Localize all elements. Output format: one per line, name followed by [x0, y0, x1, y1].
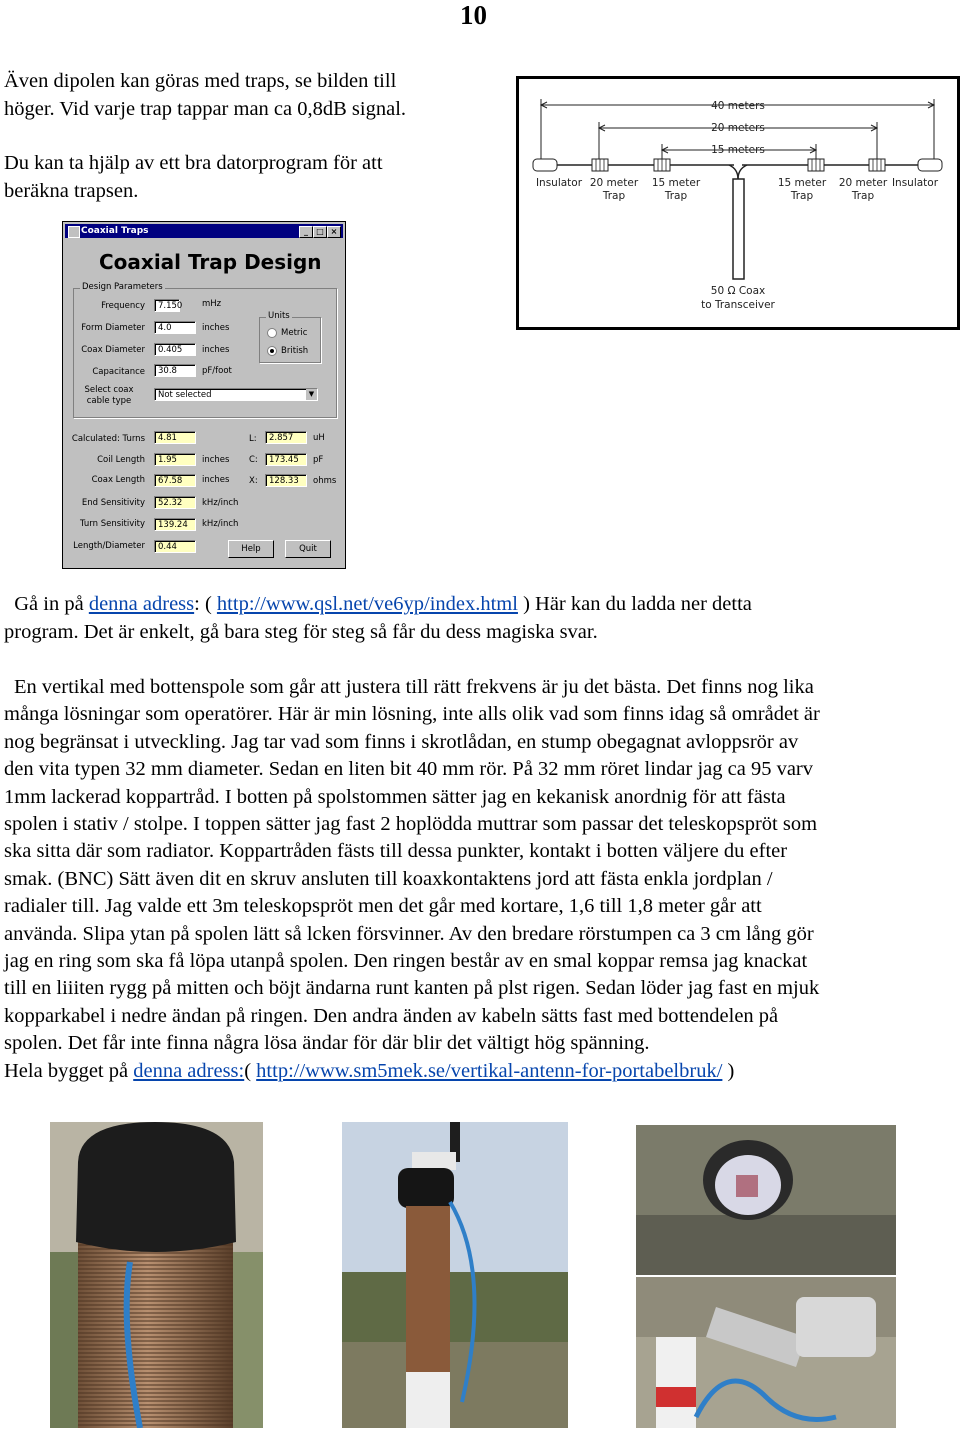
coil-closeup-svg — [50, 1122, 263, 1428]
coil-length-label: Coil Length — [97, 455, 145, 465]
link-sm5mek-url[interactable]: http://www.sm5mek.se/vertikal-antenn-for-portabelbruk/ — [256, 1059, 723, 1082]
dim-label-15: 15 meters — [711, 144, 765, 156]
capacitance-label: Capacitance — [92, 367, 145, 377]
vertical-line-6: spolen i stativ / stolpe. I toppen sätter jag fast 2 hoplödda muttrar som passar det teleskopspröt som — [4, 813, 818, 836]
window-titlebar — [65, 224, 343, 238]
select-coax-label-1: Select coax — [84, 385, 134, 395]
intro-line-2: höger. Vid varje trap tappar man ca 0,8dB signal. — [4, 97, 407, 120]
vertical-line-13: kopparkabel i nedre ändan på ringen. Den andra änden av kabeln sätts fast med bottendelen på — [4, 1004, 779, 1027]
trap-15-left-label: 15 meter — [651, 177, 701, 189]
coil-closeup-photo — [50, 1122, 263, 1428]
coax-length-output: 67.58 — [154, 474, 196, 487]
C-label: C: — [249, 455, 258, 465]
program-line-2: program. Det är enkelt, gå bara steg för steg så får du dess magiska svar. — [4, 620, 598, 643]
vertical-line-1: En vertikal med bottenspole som går att justera till rätt frekvens är ju det bästa. Det finns nog lika — [14, 676, 814, 698]
end-sensitivity-output: 52.32 — [154, 496, 196, 509]
X-label: X: — [249, 476, 258, 486]
link-denna-adress-2[interactable]: denna adress: — [133, 1059, 245, 1082]
trap-15-right-label: 15 meter — [777, 177, 827, 189]
trap-20-left-word: Trap — [602, 190, 626, 202]
units-label: Units — [268, 311, 290, 321]
turns-output: 4.81 — [154, 431, 196, 444]
app-heading: Coaxial Trap Design — [99, 250, 322, 274]
link-denna-adress[interactable]: denna adress — [88, 593, 195, 615]
calculated-turns-label: Calculated: Turns — [71, 434, 145, 444]
insulator-left-label: Insulator — [535, 177, 583, 189]
insulator-right-label: Insulator — [891, 177, 939, 189]
coax-diameter-label: Coax Diameter — [81, 345, 145, 355]
coil-length-output: 1.95 — [154, 453, 196, 466]
text-hela-bygget: Hela bygget på — [4, 1059, 134, 1082]
coax-diameter-input[interactable]: 0.405 — [154, 343, 196, 356]
L-output: 2.857 — [265, 431, 307, 444]
form-diameter-unit: inches — [202, 323, 230, 333]
coax-label-1: 50 Ω Coax — [710, 285, 766, 297]
antenna-coil-photo — [342, 1122, 568, 1428]
paragraph-program — [4, 591, 944, 646]
window-title: Coaxial Traps — [81, 226, 149, 236]
dim-label-20: 20 meters — [711, 122, 765, 134]
trap-15-right-word: Trap — [790, 190, 814, 202]
turn-sensitivity-unit: kHz/inch — [202, 519, 239, 529]
trap-20-right-word: Trap — [851, 190, 875, 202]
end-sensitivity-unit: kHz/inch — [202, 498, 239, 508]
text-paren-open-2: ( — [244, 1059, 257, 1082]
design-parameters-label: Design Parameters — [82, 282, 163, 292]
coil-length-unit: inches — [202, 455, 230, 465]
vertical-line-4: den vita typen 32 mm diameter. Sedan en liten bit 40 mm rör. På 32 mm röret lindar jag ca 95 varv — [4, 758, 813, 781]
british-label: British — [281, 346, 309, 356]
page-number: 10 — [460, 0, 487, 30]
insulator-right-shape — [918, 159, 942, 171]
coax-type-select[interactable] — [154, 388, 318, 401]
text-paren-open: : ( — [194, 593, 217, 615]
intro-line-4: beräkna trapsen. — [4, 179, 139, 202]
L-label: L: — [249, 434, 257, 444]
paragraph-vertical — [4, 674, 956, 1085]
trap-15-left-word: Trap — [664, 190, 688, 202]
length-diameter-label: Length/Diameter — [73, 541, 145, 551]
text-download: ) Här kan du ladda ner detta — [517, 593, 752, 615]
coax-diameter-unit: inches — [202, 345, 230, 355]
bnc-connector-photo — [636, 1277, 896, 1428]
C-unit: pF — [313, 455, 324, 465]
close-icon[interactable]: × — [327, 226, 341, 238]
ring-photo — [636, 1125, 896, 1275]
dim-label-40: 40 meters — [711, 100, 765, 112]
vertical-line-12: till en liiiten rygg på mitten och böjt ändarna runt kanten på plst rigen. Sedan löder jag fast en mjuk — [4, 977, 820, 1000]
capacitance-input[interactable]: 30.8 — [154, 364, 196, 377]
coax-type-value: Not selected — [158, 390, 212, 400]
metric-label: Metric — [281, 328, 308, 338]
select-coax-label-2: cable type — [86, 396, 132, 406]
frequency-label: Frequency — [101, 301, 145, 311]
link-qsl-url[interactable]: http://www.qsl.net/ve6yp/index.html — [216, 593, 518, 615]
turn-sensitivity-output: 139.24 — [154, 518, 196, 531]
turn-sensitivity-label: Turn Sensitivity — [80, 519, 145, 529]
coax-length-unit: inches — [202, 475, 230, 485]
quit-button[interactable]: Quit — [285, 540, 331, 558]
form-diameter-input[interactable]: 4.0 — [154, 321, 196, 334]
intro-text — [4, 68, 406, 205]
form-diameter-label: Form Diameter — [81, 323, 145, 333]
vertical-line-11: jag en ring som ska få löpa utanpå spolen. Den ringen består av en smal koppar remsa jag knackat — [4, 950, 808, 973]
vertical-line-2: många lösningar som operatörer. Här är min lösning, inte alls olik vad som finns idag så området är — [4, 703, 820, 726]
program-line-1 — [4, 591, 944, 619]
vertical-line-7: ska sitta där som radiator. Koppartråden fästs till dessa punkter, kontakt i botten väljere du efter — [4, 840, 788, 863]
metric-radio[interactable] — [267, 328, 277, 338]
coax-length-label: Coax Length — [91, 475, 145, 485]
vertical-line-5: 1mm lackerad koppartråd. I botten på spolstommen sätter jag en kekanisk anordnig för att fästa — [4, 785, 786, 808]
coaxial-traps-window — [62, 221, 346, 569]
dipole-diagram-svg — [519, 79, 957, 327]
insulator-left-shape — [533, 159, 557, 171]
text-go-in: Gå in på — [14, 593, 89, 615]
vertical-line-8: smak. (BNC) Sätt även dit en skruv ansluten till koaxkontaktens jord att fästa enkla jordplan / — [4, 867, 773, 890]
C-output: 173.45 — [265, 453, 307, 466]
intro-line-3: Du kan ta hjälp av ett bra datorprogram för att — [4, 152, 383, 174]
L-unit: uH — [313, 433, 325, 443]
frequency-unit: mHz — [202, 299, 222, 309]
bnc-connector-svg — [636, 1277, 896, 1428]
minimize-icon[interactable]: _ — [299, 226, 313, 238]
help-button[interactable]: Help — [228, 540, 274, 558]
trap-20-left-label: 20 meter — [589, 177, 639, 189]
app-icon — [68, 226, 80, 238]
british-radio[interactable] — [267, 346, 277, 356]
text-paren-close-2: ) — [722, 1059, 735, 1082]
antenna-coil-svg — [342, 1122, 568, 1428]
capacitance-unit: pF/foot — [202, 366, 232, 376]
vertical-line-3: nog begränsat i utveckling. Jag tar vad som finns i skrotlådan, en stump obegagnat avloppsrör av — [4, 730, 799, 753]
ring-svg — [636, 1125, 896, 1275]
units-group — [259, 311, 321, 363]
dipole-trap-diagram — [516, 76, 960, 330]
length-diameter-output: 0.44 — [154, 540, 196, 553]
vertical-line-15 — [4, 1058, 956, 1085]
coax-label-2: to Transceiver — [701, 299, 775, 311]
trap-20-right-label: 20 meter — [838, 177, 888, 189]
chevron-down-icon[interactable]: ▼ — [306, 389, 317, 400]
X-output: 128.33 — [265, 474, 307, 487]
vertical-line-9: radialer till. Jag valde ett 3m teleskopspröt men det går med kortare, 1,6 till 1,8 meter går att — [4, 895, 762, 918]
intro-line-1: Även dipolen kan göras med traps, se bilden till — [4, 70, 397, 92]
end-sensitivity-label: End Sensitivity — [81, 498, 145, 508]
maximize-icon[interactable]: □ — [313, 226, 327, 238]
coax-cable — [733, 179, 744, 279]
X-unit: ohms — [313, 476, 337, 486]
vertical-line-10: använda. Slipa ytan på spolen lätt så lcken försvinner. Av den bredare rörstumpen ca 3 cm lång gör — [4, 922, 814, 945]
frequency-input[interactable]: 7.150 — [154, 299, 180, 312]
vertical-line-14: spolen. Det får inte finna några lösa ändar för där blir det vältigt hög spänning. — [4, 1032, 650, 1055]
